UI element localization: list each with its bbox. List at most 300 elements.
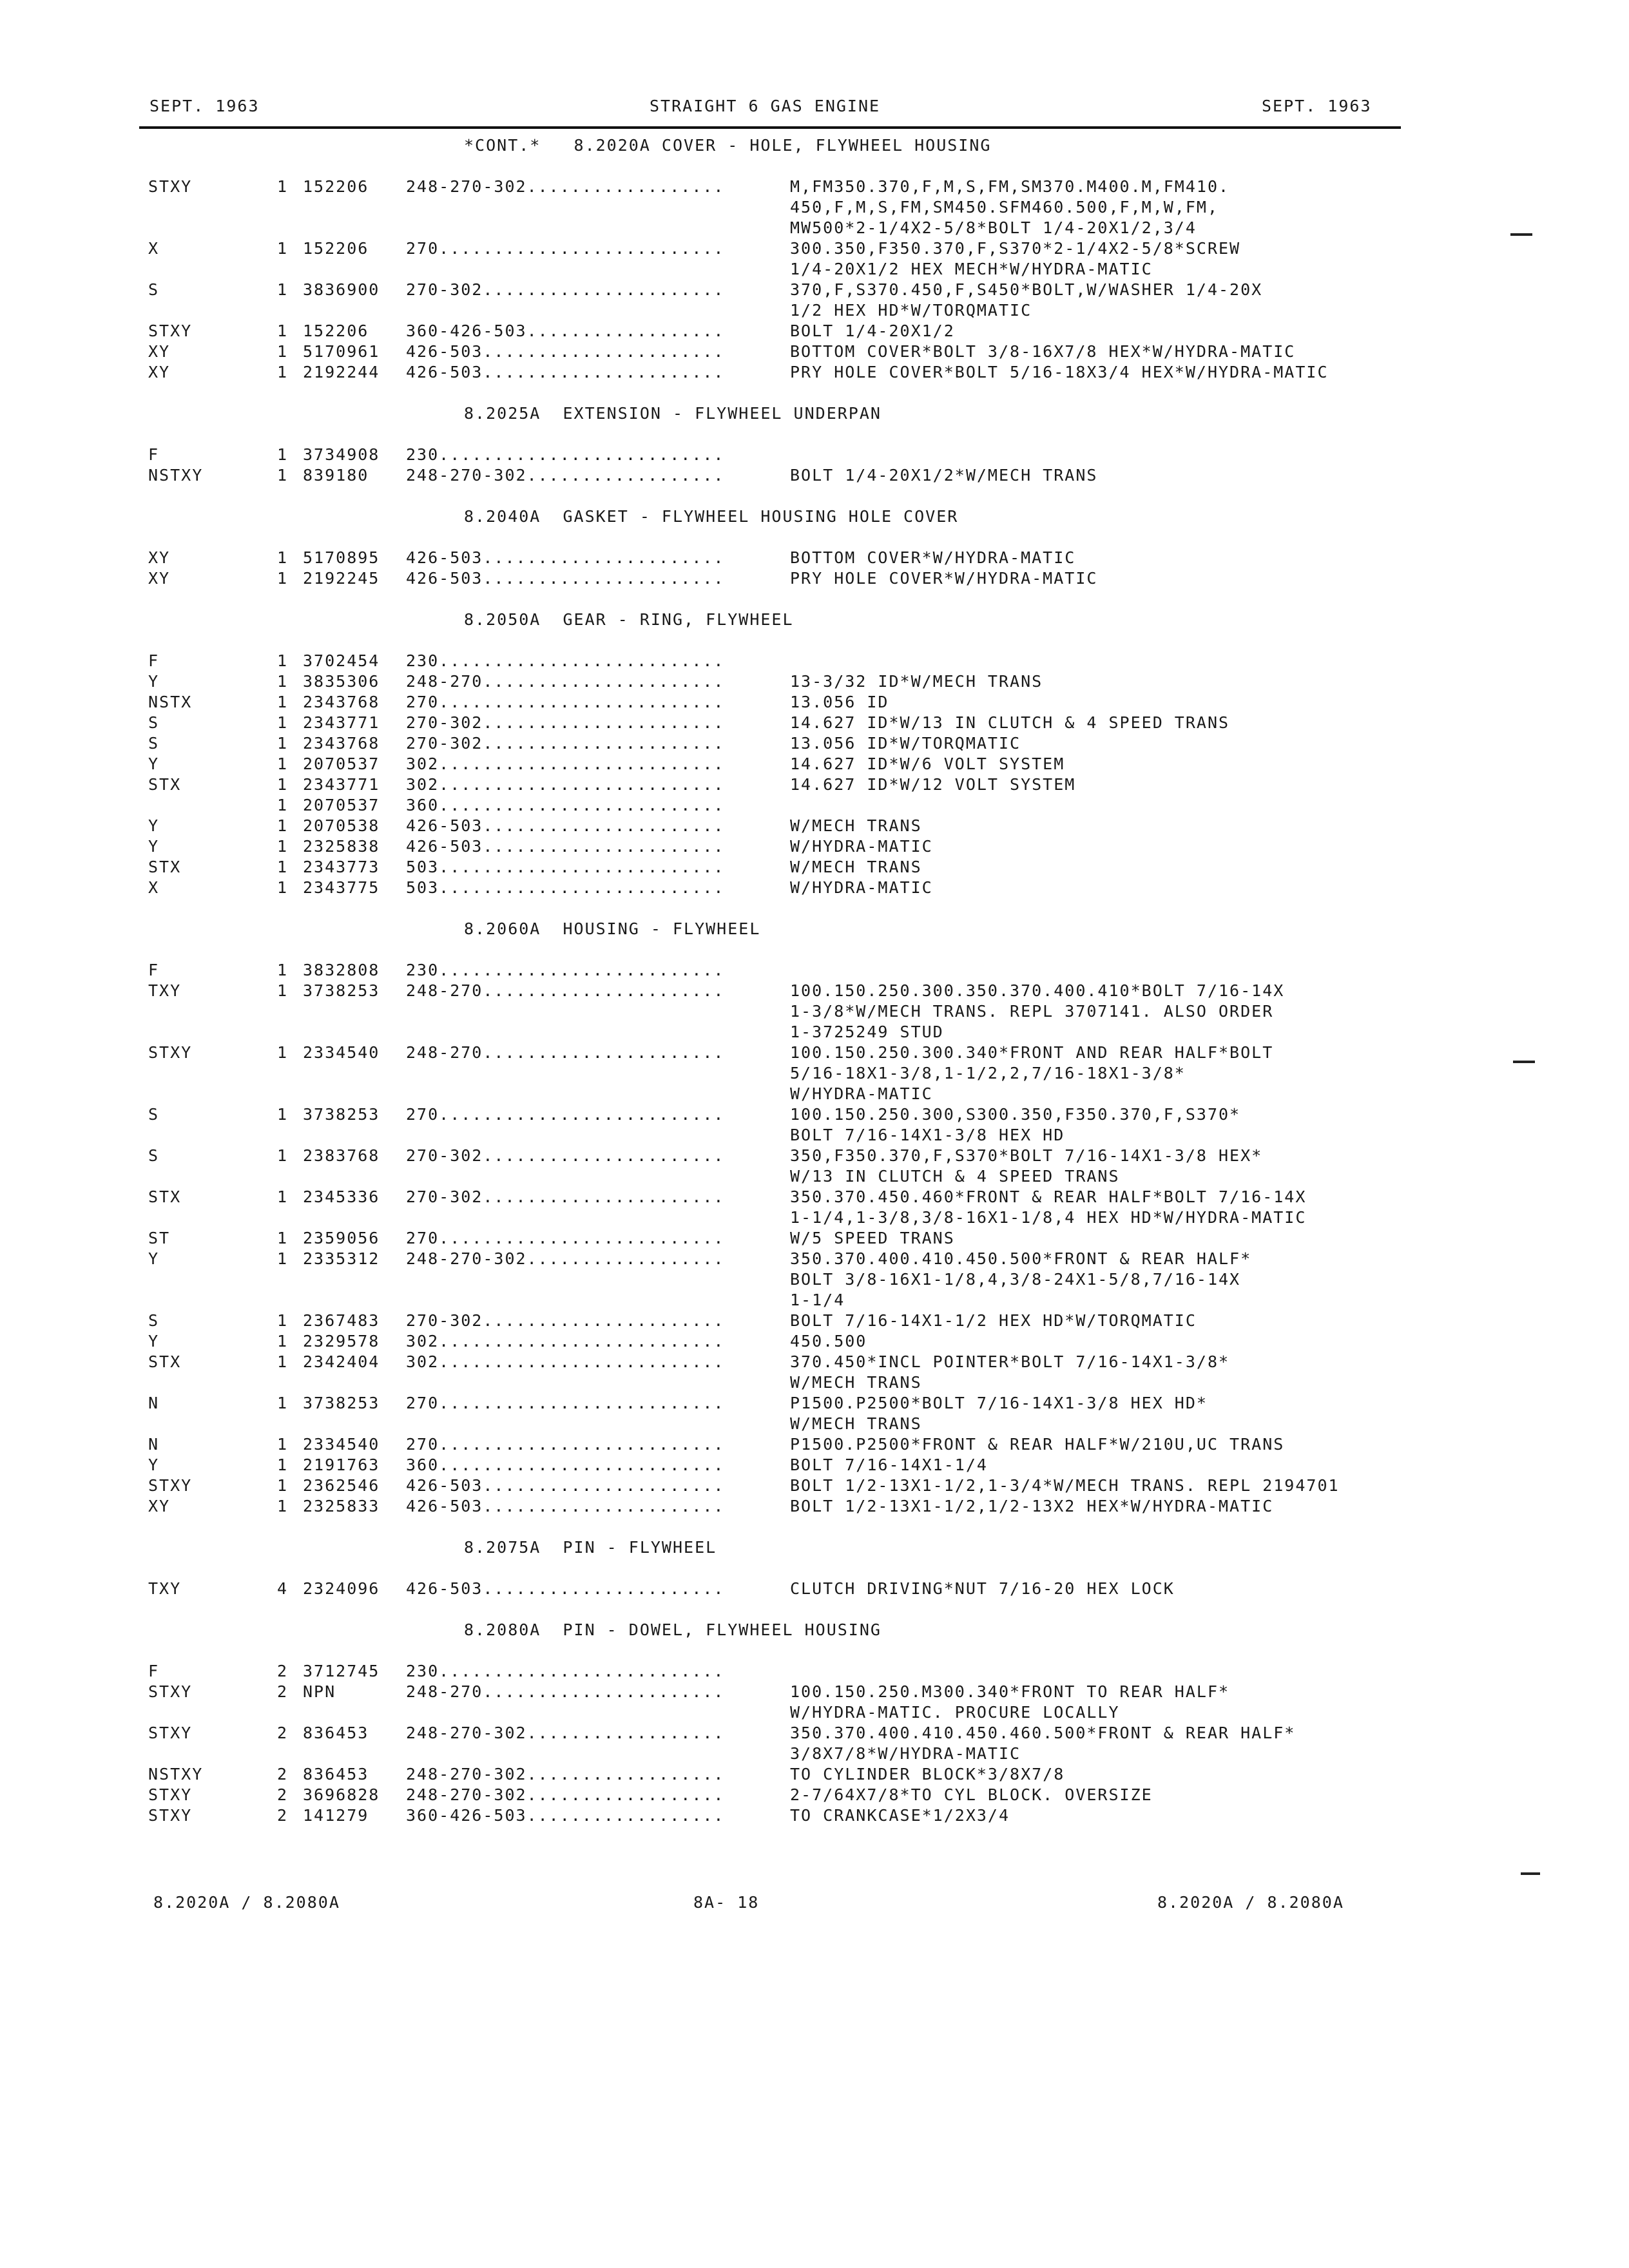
engine-application: 270.......................... xyxy=(406,1105,725,1124)
quantity: 1 xyxy=(277,693,289,711)
part-number: 2343773 xyxy=(303,858,380,876)
section-gap xyxy=(148,424,1411,445)
engine-application: 248-270...................... xyxy=(406,1682,725,1701)
engine-application: 248-270-302.................. xyxy=(406,177,725,196)
engine-application: 270-302...................... xyxy=(406,280,725,299)
series-code: N xyxy=(148,1435,160,1454)
part-row xyxy=(148,1311,1411,1331)
part-number: 2362546 xyxy=(303,1476,380,1495)
quantity: 2 xyxy=(277,1724,289,1742)
section-gap xyxy=(148,1826,1411,1847)
series-code: X xyxy=(148,239,160,258)
section-gap xyxy=(148,383,1411,403)
part-description xyxy=(790,445,1411,465)
part-number: 5170895 xyxy=(303,548,380,567)
part-description: BOLT 1/4-20X1/2*W/MECH TRANS xyxy=(790,466,1098,485)
engine-application: 270.......................... xyxy=(406,693,725,711)
part-description: 100.150.250.300,S300.350,F350.370,F,S370* BOLT 7/16-14X1-3/8 HEX HD xyxy=(790,1105,1241,1144)
quantity: 1 xyxy=(277,775,289,794)
series-code: Y xyxy=(148,837,160,856)
series-code: S xyxy=(148,734,160,753)
engine-application: 426-503...................... xyxy=(406,569,725,588)
part-description: W/HYDRA-MATIC xyxy=(790,837,933,856)
part-row xyxy=(148,795,1411,816)
part-description: TO CYLINDER BLOCK*3/8X7/8 xyxy=(790,1765,1065,1783)
quantity: 1 xyxy=(277,1146,289,1165)
quantity: 1 xyxy=(277,466,289,485)
section-title: 8.2060A HOUSING - FLYWHEEL xyxy=(464,919,761,938)
part-row xyxy=(148,1785,1411,1805)
section-title: 8.2080A PIN - DOWEL, FLYWHEEL HOUSING xyxy=(464,1620,882,1639)
quantity: 1 xyxy=(277,363,289,381)
quantity: 1 xyxy=(277,837,289,856)
quantity: 1 xyxy=(277,1105,289,1124)
engine-application: 230.......................... xyxy=(406,1662,725,1680)
section-gap xyxy=(148,486,1411,506)
engine-application: 426-503...................... xyxy=(406,1497,725,1515)
series-code: Y xyxy=(148,672,160,691)
series-code: STXY xyxy=(148,177,193,196)
quantity: 1 xyxy=(277,1456,289,1474)
margin-mark xyxy=(1521,1872,1540,1875)
engine-application: 270.......................... xyxy=(406,1435,725,1454)
part-description: BOTTOM COVER*W/HYDRA-MATIC xyxy=(790,548,1076,567)
series-code: STXY xyxy=(148,322,193,340)
engine-application: 248-270-302.................. xyxy=(406,1724,725,1742)
part-row xyxy=(148,1104,1411,1146)
engine-application: 360-426-503.................. xyxy=(406,322,725,340)
part-row xyxy=(148,774,1411,795)
quantity: 1 xyxy=(277,796,289,814)
part-description: 100.150.250.300.340*FRONT AND REAR HALF*BOLT 5/16-18X1-3/8,1-1/2,2,7/16-18X1-3/8* W/HYDRA-MATIC xyxy=(790,1043,1274,1103)
section-gap xyxy=(148,939,1411,960)
engine-application: 426-503...................... xyxy=(406,816,725,835)
part-number: 2070537 xyxy=(303,796,380,814)
part-number: 2343771 xyxy=(303,775,380,794)
part-row xyxy=(148,1496,1411,1517)
quantity: 2 xyxy=(277,1785,289,1804)
series-code: XY xyxy=(148,569,171,588)
series-code: XY xyxy=(148,363,171,381)
quantity: 1 xyxy=(277,280,289,299)
part-row xyxy=(148,1146,1411,1187)
quantity: 1 xyxy=(277,961,289,979)
quantity: 2 xyxy=(277,1662,289,1680)
part-row xyxy=(148,1228,1411,1249)
parts-section xyxy=(148,1537,1411,1620)
part-row xyxy=(148,238,1411,280)
engine-application: 302.......................... xyxy=(406,775,725,794)
part-description: 350.370.400.410.450.500*FRONT & REAR HALF* BOLT 3/8-16X1-1/8,4,3/8-24X1-5/8,7/16-14X 1-1/4 xyxy=(790,1249,1252,1309)
part-description: BOTTOM COVER*BOLT 3/8-16X7/8 HEX*W/HYDRA-MATIC xyxy=(790,342,1296,361)
part-number: 3836900 xyxy=(303,280,380,299)
engine-application: 248-270...................... xyxy=(406,981,725,1000)
parts-section xyxy=(148,403,1411,506)
part-row xyxy=(148,1475,1411,1496)
part-row xyxy=(148,280,1411,321)
part-description: W/MECH TRANS xyxy=(790,816,922,835)
part-description: BOLT 1/2-13X1-1/2,1/2-13X2 HEX*W/HYDRA-MATIC xyxy=(790,1497,1274,1515)
part-description: W/MECH TRANS xyxy=(790,858,922,876)
part-row xyxy=(148,1579,1411,1599)
part-description: 14.627 ID*W/12 VOLT SYSTEM xyxy=(790,775,1076,794)
part-description: P1500.P2500*BOLT 7/16-14X1-3/8 HEX HD* W/MECH TRANS xyxy=(790,1394,1208,1433)
quantity: 1 xyxy=(277,816,289,835)
series-code: S xyxy=(148,280,160,299)
quantity: 1 xyxy=(277,1187,289,1206)
part-description: 13.056 ID*W/TORQMATIC xyxy=(790,734,1021,753)
engine-application: 503.......................... xyxy=(406,878,725,897)
part-number: 3702454 xyxy=(303,651,380,670)
part-description xyxy=(790,960,1411,981)
series-code: XY xyxy=(148,1497,171,1515)
engine-application: 503.......................... xyxy=(406,858,725,876)
engine-application: 426-503...................... xyxy=(406,837,725,856)
part-row xyxy=(148,733,1411,754)
quantity: 1 xyxy=(277,1435,289,1454)
section-gap xyxy=(148,589,1411,610)
part-description: M,FM350.370,F,M,S,FM,SM370.M400.M,FM410. 450,F,M,S,FM,SM450.SFM460.500,F,M,W,FM, MW500*2-1/4X2-5/8*BOLT 1/4-20X1/2,3/4 xyxy=(790,177,1230,237)
part-description: 350.370.400.410.450.460.500*FRONT & REAR HALF* 3/8X7/8*W/HYDRA-MATIC xyxy=(790,1724,1296,1763)
footer-range-right: 8.2020A / 8.2080A xyxy=(1157,1893,1344,1912)
engine-application: 426-503...................... xyxy=(406,363,725,381)
engine-application: 426-503...................... xyxy=(406,548,725,567)
series-code: S xyxy=(148,1311,160,1330)
parts-section xyxy=(148,610,1411,919)
series-code: STX xyxy=(148,1352,182,1371)
part-description: PRY HOLE COVER*W/HYDRA-MATIC xyxy=(790,569,1098,588)
part-description xyxy=(790,795,1411,816)
part-description: 2-7/64X7/8*TO CYL BLOCK. OVERSIZE xyxy=(790,1785,1153,1804)
part-number: 2324096 xyxy=(303,1579,380,1598)
engine-application: 248-270-302.................. xyxy=(406,1249,725,1268)
part-description: 350.370.450.460*FRONT & REAR HALF*BOLT 7/16-14X 1-1/4,1-3/8,3/8-16X1-1/8,4 HEX HD*W/HYDRA-MATIC xyxy=(790,1187,1307,1227)
part-row xyxy=(148,1249,1411,1311)
quantity: 1 xyxy=(277,342,289,361)
part-number: 3738253 xyxy=(303,981,380,1000)
part-description: 14.627 ID*W/13 IN CLUTCH & 4 SPEED TRANS xyxy=(790,713,1230,732)
section-gap xyxy=(148,527,1411,548)
part-row xyxy=(148,445,1411,465)
part-description: 13-3/32 ID*W/MECH TRANS xyxy=(790,672,1043,691)
engine-application: 426-503...................... xyxy=(406,1579,725,1598)
part-row xyxy=(148,816,1411,836)
part-number: 2345336 xyxy=(303,1187,380,1206)
part-row xyxy=(148,1805,1411,1826)
quantity: 1 xyxy=(277,1497,289,1515)
series-code: STXY xyxy=(148,1476,193,1495)
section-title: 8.2050A GEAR - RING, FLYWHEEL xyxy=(464,610,794,629)
quantity: 1 xyxy=(277,1476,289,1495)
engine-application: 302.......................... xyxy=(406,754,725,773)
section-gap xyxy=(148,156,1411,177)
part-number: 3696828 xyxy=(303,1785,380,1804)
part-description: W/HYDRA-MATIC xyxy=(790,878,933,897)
part-row xyxy=(148,692,1411,713)
part-row xyxy=(148,1352,1411,1393)
quantity: 4 xyxy=(277,1579,289,1598)
part-number: 3832808 xyxy=(303,961,380,979)
engine-application: 230.......................... xyxy=(406,445,725,464)
part-description: W/5 SPEED TRANS xyxy=(790,1229,955,1247)
part-number: 5170961 xyxy=(303,342,380,361)
quantity: 1 xyxy=(277,322,289,340)
part-row xyxy=(148,754,1411,774)
part-number: 152206 xyxy=(303,177,369,196)
part-number: 2334540 xyxy=(303,1435,380,1454)
engine-application: 426-503...................... xyxy=(406,1476,725,1495)
part-number: 2192244 xyxy=(303,363,380,381)
quantity: 1 xyxy=(277,1394,289,1412)
part-row xyxy=(148,857,1411,878)
part-number: 2343771 xyxy=(303,713,380,732)
section-gap xyxy=(148,898,1411,919)
parts-section xyxy=(148,135,1411,403)
parts-section xyxy=(148,919,1411,1537)
engine-application: 270.......................... xyxy=(406,1394,725,1412)
part-description xyxy=(790,651,1411,671)
section-gap xyxy=(148,1558,1411,1579)
part-number: 2343768 xyxy=(303,693,380,711)
part-description: BOLT 7/16-14X1-1/2 HEX HD*W/TORQMATIC xyxy=(790,1311,1197,1330)
part-row xyxy=(148,1682,1411,1723)
series-code: S xyxy=(148,1105,160,1124)
part-row xyxy=(148,1043,1411,1104)
section-title: 8.2075A PIN - FLYWHEEL xyxy=(464,1538,717,1557)
quantity: 1 xyxy=(277,878,289,897)
engine-application: 248-270...................... xyxy=(406,1043,725,1062)
series-code: Y xyxy=(148,1456,160,1474)
series-code: X xyxy=(148,878,160,897)
series-code: N xyxy=(148,1394,160,1412)
quantity: 1 xyxy=(277,734,289,753)
quantity: 2 xyxy=(277,1765,289,1783)
part-row xyxy=(148,1661,1411,1682)
series-code: TXY xyxy=(148,981,182,1000)
section-gap xyxy=(148,1599,1411,1620)
series-code: STXY xyxy=(148,1806,193,1825)
quantity: 1 xyxy=(277,1352,289,1371)
section-title: 8.2040A GASKET - FLYWHEEL HOUSING HOLE COVER xyxy=(464,507,959,526)
engine-application: 230.......................... xyxy=(406,961,725,979)
engine-application: 248-270-302.................. xyxy=(406,1765,725,1783)
engine-application: 270-302...................... xyxy=(406,1187,725,1206)
part-row xyxy=(148,321,1411,341)
part-number: 2329578 xyxy=(303,1332,380,1350)
engine-application: 270-302...................... xyxy=(406,1146,725,1165)
footer-page-number: 8A- 18 xyxy=(693,1893,760,1912)
part-description: 14.627 ID*W/6 VOLT SYSTEM xyxy=(790,754,1065,773)
series-code: STXY xyxy=(148,1682,193,1701)
series-code: Y xyxy=(148,1332,160,1350)
section-gap xyxy=(148,630,1411,651)
series-code: NSTX xyxy=(148,693,193,711)
part-description: BOLT 1/4-20X1/2 xyxy=(790,322,955,340)
quantity: 1 xyxy=(277,1332,289,1350)
part-row xyxy=(148,1455,1411,1475)
part-number: 2367483 xyxy=(303,1311,380,1330)
part-number: 839180 xyxy=(303,466,369,485)
part-number: NPN xyxy=(303,1682,336,1701)
part-number: 836453 xyxy=(303,1765,369,1783)
quantity: 1 xyxy=(277,858,289,876)
engine-application: 302.......................... xyxy=(406,1332,725,1350)
footer-range-left: 8.2020A / 8.2080A xyxy=(153,1893,340,1912)
part-number: 2359056 xyxy=(303,1229,380,1247)
quantity: 1 xyxy=(277,713,289,732)
series-code: S xyxy=(148,1146,160,1165)
part-number: 2343768 xyxy=(303,734,380,753)
part-number: 2343775 xyxy=(303,878,380,897)
part-number: 836453 xyxy=(303,1724,369,1742)
part-description: 370.450*INCL POINTER*BOLT 7/16-14X1-3/8* W/MECH TRANS xyxy=(790,1352,1230,1392)
engine-application: 270.......................... xyxy=(406,239,725,258)
series-code xyxy=(148,795,277,816)
series-code: STXY xyxy=(148,1043,193,1062)
part-number: 3738253 xyxy=(303,1394,380,1412)
engine-application: 360-426-503.................. xyxy=(406,1806,725,1825)
series-code: F xyxy=(148,651,160,670)
section-gap xyxy=(148,1640,1411,1661)
part-row xyxy=(148,836,1411,857)
part-description: 370,F,S370.450,F,S450*BOLT,W/WASHER 1/4-20X 1/2 HEX HD*W/TORQMATIC xyxy=(790,280,1263,320)
section-gap xyxy=(148,1517,1411,1537)
part-row xyxy=(148,671,1411,692)
part-description: 100.150.250.300.350.370.400.410*BOLT 7/16-14X 1-3/8*W/MECH TRANS. REPL 3707141. ALSO ORDER 1-3725249 STUD xyxy=(790,981,1285,1041)
engine-application: 360.......................... xyxy=(406,796,725,814)
quantity: 2 xyxy=(277,1806,289,1825)
parts-section xyxy=(148,506,1411,610)
header-title: STRAIGHT 6 GAS ENGINE xyxy=(650,97,881,115)
quantity: 1 xyxy=(277,239,289,258)
part-row xyxy=(148,1187,1411,1228)
part-number: 141279 xyxy=(303,1806,369,1825)
engine-application: 270-302...................... xyxy=(406,713,725,732)
series-code: XY xyxy=(148,342,171,361)
series-code: NSTXY xyxy=(148,1765,204,1783)
series-code: ST xyxy=(148,1229,171,1247)
part-number: 152206 xyxy=(303,239,369,258)
part-description: PRY HOLE COVER*BOLT 5/16-18X3/4 HEX*W/HYDRA-MATIC xyxy=(790,363,1329,381)
header-rule xyxy=(139,126,1401,129)
part-row xyxy=(148,1434,1411,1455)
part-row xyxy=(148,960,1411,981)
part-description: TO CRANKCASE*1/2X3/4 xyxy=(790,1806,1010,1825)
quantity: 1 xyxy=(277,548,289,567)
engine-application: 426-503...................... xyxy=(406,342,725,361)
parts-list xyxy=(148,135,1411,1847)
quantity: 1 xyxy=(277,672,289,691)
quantity: 1 xyxy=(277,1249,289,1268)
section-title: 8.2025A EXTENSION - FLYWHEEL UNDERPAN xyxy=(464,404,882,423)
series-code: STX xyxy=(148,1187,182,1206)
part-row xyxy=(148,713,1411,733)
quantity: 1 xyxy=(277,445,289,464)
engine-application: 248-270-302.................. xyxy=(406,466,725,485)
part-row xyxy=(148,548,1411,568)
part-row xyxy=(148,568,1411,589)
quantity: 1 xyxy=(277,569,289,588)
part-description: P1500.P2500*FRONT & REAR HALF*W/210U,UC TRANS xyxy=(790,1435,1285,1454)
part-number: 2192245 xyxy=(303,569,380,588)
series-code: F xyxy=(148,1662,160,1680)
part-description: 450.500 xyxy=(790,1332,867,1350)
part-row xyxy=(148,1393,1411,1434)
part-number: 3734908 xyxy=(303,445,380,464)
part-row xyxy=(148,651,1411,671)
part-row xyxy=(148,878,1411,898)
part-row xyxy=(148,177,1411,238)
part-number: 3738253 xyxy=(303,1105,380,1124)
series-code: Y xyxy=(148,816,160,835)
engine-application: 270-302...................... xyxy=(406,734,725,753)
part-description xyxy=(790,1661,1411,1682)
part-row xyxy=(148,1331,1411,1352)
engine-application: 302.......................... xyxy=(406,1352,725,1371)
quantity: 1 xyxy=(277,981,289,1000)
series-code: Y xyxy=(148,754,160,773)
series-code: Y xyxy=(148,1249,160,1268)
part-number: 3835306 xyxy=(303,672,380,691)
series-code: STX xyxy=(148,775,182,794)
parts-section xyxy=(148,1620,1411,1847)
part-description: 300.350,F350.370,F,S370*2-1/4X2-5/8*SCREW 1/4-20X1/2 HEX MECH*W/HYDRA-MATIC xyxy=(790,239,1241,278)
part-number: 2191763 xyxy=(303,1456,380,1474)
quantity: 1 xyxy=(277,1043,289,1062)
part-row xyxy=(148,341,1411,362)
header-date-right: SEPT. 1963 xyxy=(1262,97,1372,115)
part-description: BOLT 7/16-14X1-1/4 xyxy=(790,1456,988,1474)
quantity: 1 xyxy=(277,177,289,196)
part-number: 2070537 xyxy=(303,754,380,773)
series-code: NSTXY xyxy=(148,466,204,485)
part-number: 2334540 xyxy=(303,1043,380,1062)
part-number: 152206 xyxy=(303,322,369,340)
part-row xyxy=(148,981,1411,1043)
series-code: F xyxy=(148,961,160,979)
quantity: 1 xyxy=(277,1311,289,1330)
header-date-left: SEPT. 1963 xyxy=(149,97,260,115)
part-row xyxy=(148,362,1411,383)
engine-application: 248-270-302.................. xyxy=(406,1785,725,1804)
part-number: 2383768 xyxy=(303,1146,380,1165)
series-code: STX xyxy=(148,858,182,876)
part-number: 2325833 xyxy=(303,1497,380,1515)
part-description: BOLT 1/2-13X1-1/2,1-3/4*W/MECH TRANS. REPL 2194701 xyxy=(790,1476,1340,1495)
margin-mark xyxy=(1513,1061,1535,1063)
engine-application: 248-270...................... xyxy=(406,672,725,691)
series-code: XY xyxy=(148,548,171,567)
part-number: 2335312 xyxy=(303,1249,380,1268)
part-description: 100.150.250.M300.340*FRONT TO REAR HALF* W/HYDRA-MATIC. PROCURE LOCALLY xyxy=(790,1682,1230,1722)
engine-application: 230.......................... xyxy=(406,651,725,670)
engine-application: 360.......................... xyxy=(406,1456,725,1474)
part-number: 2070538 xyxy=(303,816,380,835)
series-code: STXY xyxy=(148,1724,193,1742)
quantity: 1 xyxy=(277,651,289,670)
engine-application: 270-302...................... xyxy=(406,1311,725,1330)
part-row xyxy=(148,1723,1411,1764)
series-code: TXY xyxy=(148,1579,182,1598)
part-description: 13.056 ID xyxy=(790,693,889,711)
series-code: STXY xyxy=(148,1785,193,1804)
part-row xyxy=(148,1764,1411,1785)
quantity: 2 xyxy=(277,1682,289,1701)
part-description: CLUTCH DRIVING*NUT 7/16-20 HEX LOCK xyxy=(790,1579,1175,1598)
series-code: F xyxy=(148,445,160,464)
part-row xyxy=(148,465,1411,486)
part-number: 3712745 xyxy=(303,1662,380,1680)
